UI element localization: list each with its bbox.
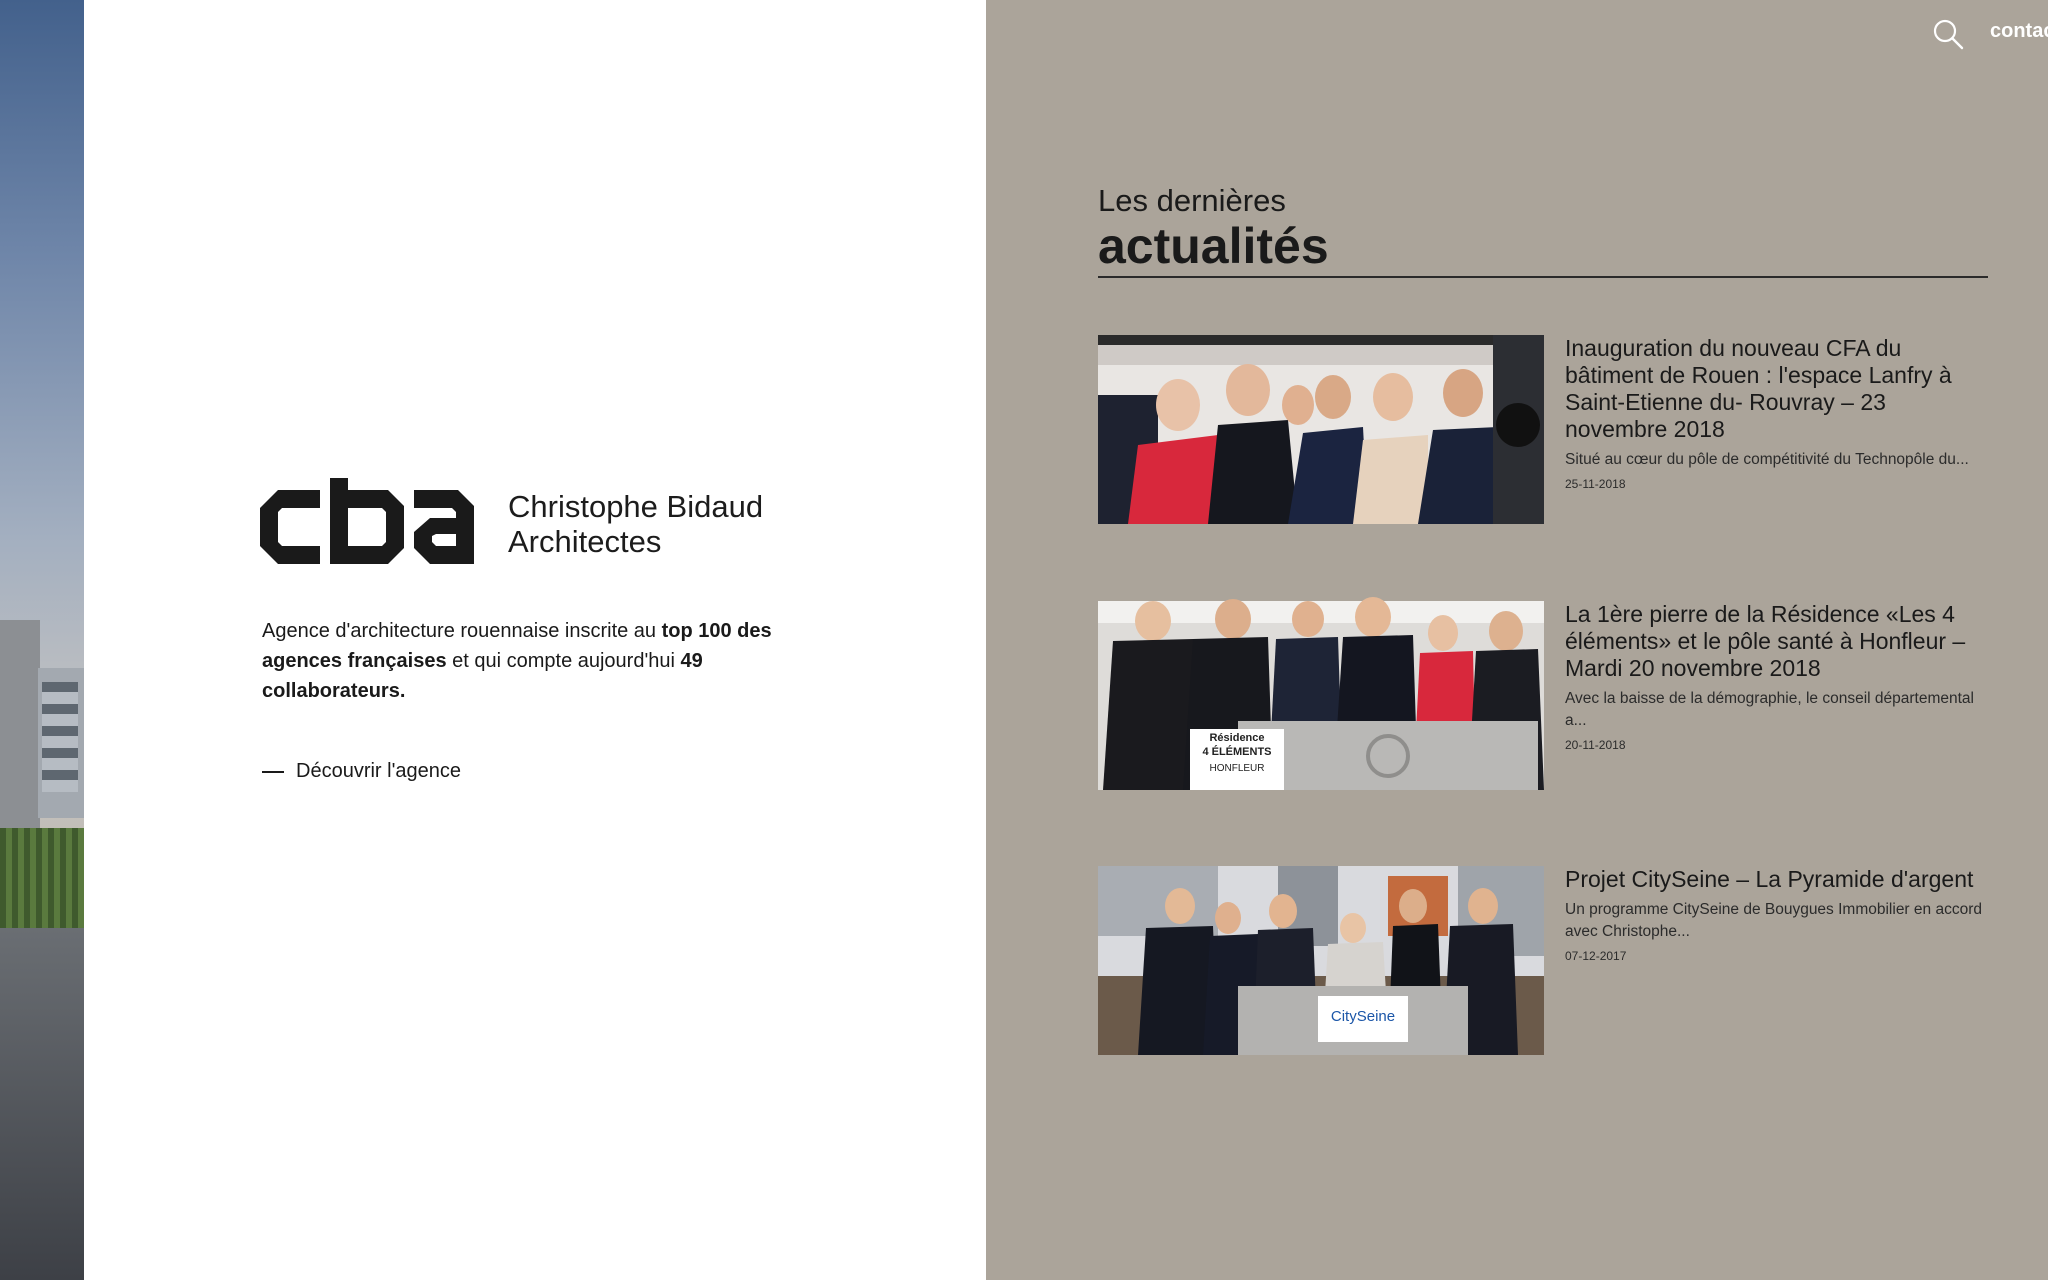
news-date: 25-11-2018 — [1565, 477, 1626, 491]
news-panel — [986, 0, 2054, 1280]
news-date: 20-11-2018 — [1565, 738, 1626, 752]
residence-sign — [1190, 731, 1284, 779]
intro-part1: Agence d'architecture rouennaise inscrite au — [262, 620, 662, 642]
sign-line1: Résidence — [1209, 732, 1265, 744]
hedge — [0, 828, 84, 928]
agency-name-line2: Architectes — [508, 524, 662, 559]
cityseine-sign: CitySeine — [1330, 1008, 1396, 1025]
news-excerpt: Avec la baisse de la démographie, le conseil départemental a... — [1565, 690, 1974, 729]
agency-name — [508, 489, 763, 559]
agency-name-line1: Christophe Bidaud — [508, 489, 764, 524]
news-section-title — [1098, 182, 1329, 272]
ground — [0, 928, 84, 1280]
discover-agency-link[interactable] — [262, 760, 461, 783]
news-title[interactable]: La 1ère pierre de la Résidence «Les 4 éléments» et le pôle santé à Honfleur – Mardi 20 novembre 2018 — [1565, 601, 1966, 681]
intro-bold2: 49 collaborateurs. — [262, 650, 703, 702]
dash-icon — [262, 771, 284, 773]
cba-logo[interactable] — [260, 478, 763, 570]
news-date: 07-12-2017 — [1565, 949, 1627, 963]
building-block — [0, 620, 40, 830]
news-body — [1565, 866, 1988, 1056]
news-item[interactable] — [1098, 335, 1988, 525]
news-divider — [1098, 276, 1988, 278]
news-title[interactable]: Inauguration du nouveau CFA du bâtiment de Rouen : l'espace Lanfry à Saint-Etienne du- Rouvray – 23 novembre 2018 — [1565, 335, 1952, 442]
building-facade — [38, 668, 84, 818]
news-thumbnail[interactable] — [1098, 335, 1544, 524]
news-excerpt: Un programme CitySeine de Bouygues Immobilier en accord avec Christophe... — [1565, 901, 1982, 940]
news-title[interactable]: Projet CitySeine – La Pyramide d'argent — [1565, 866, 1974, 892]
cba-logo-mark — [260, 478, 474, 570]
building-photo-strip — [0, 0, 84, 1280]
news-body — [1565, 335, 1988, 525]
news-excerpt: Situé au cœur du pôle de compétitivité du Technopôle du... — [1565, 451, 1969, 468]
intro-bold1: top 100 des agences françaises — [262, 620, 772, 672]
news-thumbnail[interactable] — [1098, 866, 1544, 1055]
inauguration-photo — [1098, 335, 1544, 524]
sign-line2: 4 ÉLÉMENTS — [1202, 746, 1272, 758]
news-body — [1565, 601, 1988, 791]
sign-line3: HONFLEUR — [1209, 763, 1265, 774]
news-title-line2: actualités — [1098, 218, 1329, 274]
agency-intro-text — [262, 616, 832, 706]
foundation-stone-photo — [1098, 601, 1544, 790]
news-item[interactable] — [1098, 601, 1988, 791]
discover-agency-label: Découvrir l'agence — [296, 760, 462, 782]
contact-link[interactable]: contac — [1990, 20, 2054, 42]
news-item[interactable] — [1098, 866, 1988, 1056]
intro-part2: et qui compte aujourd'hui — [446, 650, 681, 672]
news-title-line1: Les dernières — [1098, 183, 1286, 218]
agency-intro-panel — [84, 0, 986, 1280]
news-thumbnail[interactable] — [1098, 601, 1544, 790]
cityseine-photo — [1098, 866, 1544, 1055]
search-icon[interactable] — [1932, 18, 1964, 50]
